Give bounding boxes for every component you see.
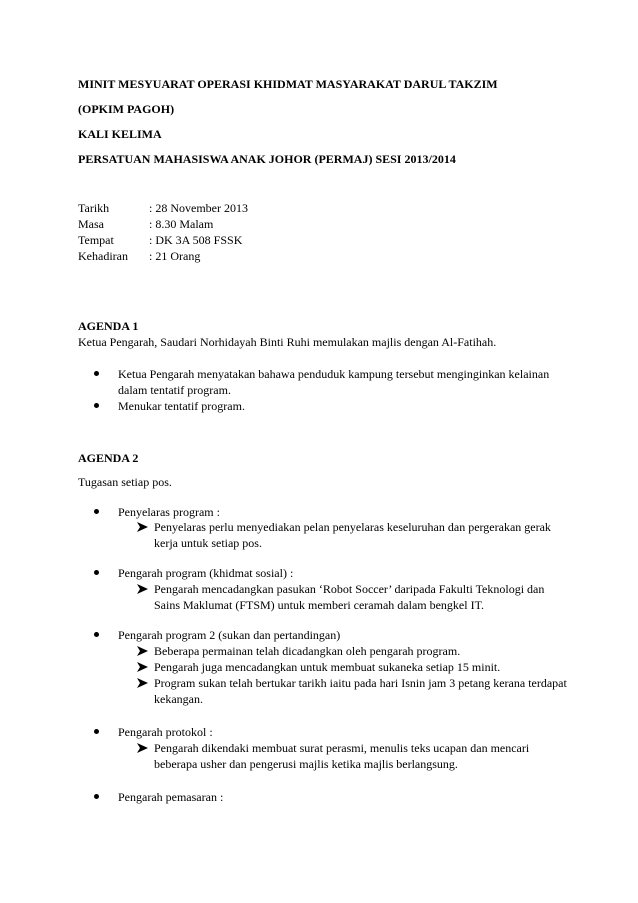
sub-item-text-cont: Sains Maklumat (FTSM) untuk memberi ceramah dalam bengkel IT.: [154, 598, 485, 612]
arrow-bullet-icon: [137, 743, 148, 753]
arrow-bullet-icon: [137, 662, 148, 672]
section-heading: Penyelaras program :: [118, 505, 220, 519]
bullet-icon: [94, 794, 99, 799]
section-heading: Pengarah protokol :: [118, 725, 213, 739]
info-label: Tempat: [78, 233, 114, 247]
arrow-bullet-icon: [137, 646, 148, 656]
sub-item-text: Program sukan telah bertukar tarikh iaitu pada hari Isnin jam 3 petang kerana terdapat: [154, 676, 567, 690]
sub-item-text-cont: kekangan.: [154, 692, 203, 706]
info-label: Masa: [78, 217, 104, 231]
sub-item-text-cont: kerja untuk setiap pos.: [154, 536, 262, 550]
section-heading: Pengarah program 2 (sukan dan pertandingan): [118, 628, 341, 642]
bullet-icon: [94, 570, 99, 575]
sub-item-text: Penyelaras perlu menyediakan pelan penyelaras keseluruhan dan pergerakan gerak: [154, 520, 551, 534]
info-label: Tarikh: [78, 201, 110, 215]
bullet-icon: [94, 509, 99, 514]
bullet-icon: [94, 371, 99, 376]
sub-item-text-cont: beberapa usher dan pengerusi majlis ketika majlis berlangsung.: [154, 757, 458, 771]
sub-item-text: Pengarah dikendaki membuat surat perasmi, menulis teks ucapan dan mencari: [154, 741, 530, 755]
sub-item-text: Pengarah mencadangkan pasukan ‘Robot Soccer’ daripada Fakulti Teknologi dan: [154, 582, 545, 596]
agenda-2-intro: Tugasan setiap pos.: [78, 475, 172, 489]
agenda-2-title: AGENDA 2: [78, 451, 139, 465]
section-heading: Pengarah program (khidmat sosial) :: [118, 566, 294, 580]
info-value: : DK 3A 508 FSSK: [149, 233, 243, 247]
doc-title-line-1: MINIT MESYUARAT OPERASI KHIDMAT MASYARAKAT DARUL TAKZIM: [78, 77, 498, 91]
info-label: Kehadiran: [78, 249, 128, 263]
bullet-text: Ketua Pengarah menyatakan bahawa penduduk kampung tersebut menginginkan kelainan: [118, 367, 550, 381]
doc-title-line-2: (OPKIM PAGOH): [78, 102, 175, 116]
doc-title-line-3: KALI KELIMA: [78, 127, 162, 141]
arrow-bullet-icon: [137, 522, 148, 532]
section-heading: Pengarah pemasaran :: [118, 790, 224, 804]
info-value: : 21 Orang: [149, 249, 201, 263]
doc-title-line-4: PERSATUAN MAHASISWA ANAK JOHOR (PERMAJ) SESI 2013/2014: [78, 152, 456, 166]
info-value: : 8.30 Malam: [149, 217, 214, 231]
info-value: : 28 November 2013: [149, 201, 248, 215]
bullet-icon: [94, 403, 99, 408]
bullet-text-cont: dalam tentatif program.: [118, 383, 231, 397]
sub-item-text: Beberapa permainan telah dicadangkan oleh pengarah program.: [154, 644, 461, 658]
arrow-bullet-icon: [137, 584, 148, 594]
sub-item-text: Pengarah juga mencadangkan untuk membuat sukaneka setiap 15 minit.: [154, 660, 501, 674]
bullet-icon: [94, 632, 99, 637]
agenda-1-intro: Ketua Pengarah, Saudari Norhidayah Binti Ruhi memulakan majlis dengan Al-Fatihah.: [78, 335, 497, 349]
bullet-icon: [94, 729, 99, 734]
arrow-bullet-icon: [137, 678, 148, 688]
bullet-text: Menukar tentatif program.: [118, 399, 245, 413]
agenda-1-title: AGENDA 1: [78, 319, 139, 333]
